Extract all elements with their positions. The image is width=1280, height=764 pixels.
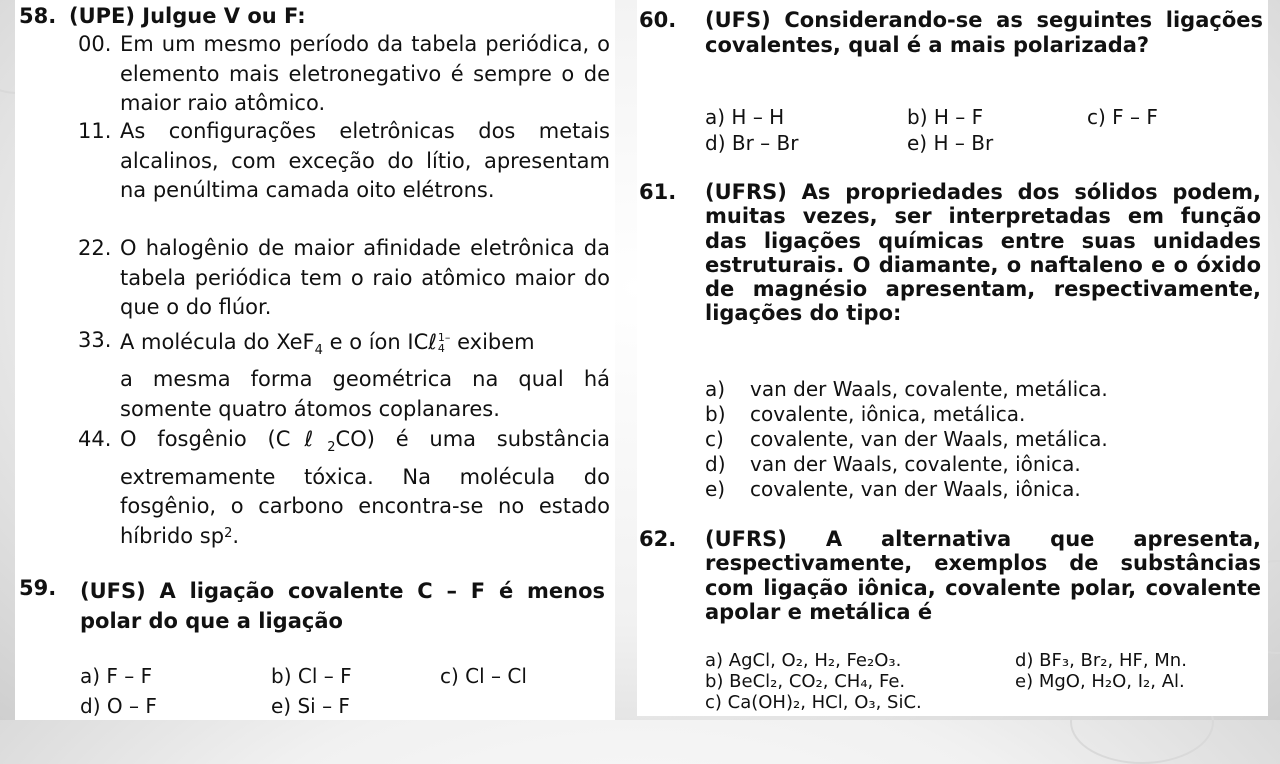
statement-text: O halogênio de maior afinidade eletrônica da tabela periódica tem o raio atômico maior do que o do flúor. <box>120 236 610 319</box>
option-61-c[interactable]: c) covalente, van der Waals, metálica. <box>705 427 1108 451</box>
statement-text: O fosgênio (Cℓ$_2$CO) é uma substância extremamente tóxica. Na molécula do fosgênio, o carbono encontra-se no estado híbrido $sp^2$. <box>120 427 610 548</box>
option-61-a[interactable]: a) van der Waals, covalente, metálica. <box>705 377 1108 401</box>
option-62-a[interactable]: a) AgCl, O₂, H₂, Fe₂O₃. <box>705 650 902 671</box>
option-59-d[interactable]: d) O – F <box>80 694 157 718</box>
statement-code: 00. <box>78 32 112 56</box>
question-61-options <box>705 377 1261 502</box>
option-60-b[interactable]: b) H – F <box>907 105 984 129</box>
option-59-b[interactable]: b) Cl – F <box>271 664 352 688</box>
statement-code: 44. <box>78 427 112 451</box>
statement-code: 33. <box>78 328 112 352</box>
statement-text: As configurações eletrônicas dos metais alcalinos, com exceção do lítio, apresentam na penúltima camada oito elétrons. <box>120 119 610 202</box>
statement-text: a mesma forma geométrica na qual há somente quatro átomos coplanares. <box>120 367 610 421</box>
option-62-b[interactable]: b) BeCl₂, CO₂, CH₄, Fe. <box>705 671 906 692</box>
option-59-c[interactable]: c) Cl – Cl <box>440 664 527 688</box>
statement-code: 22. <box>78 236 112 260</box>
option-60-c[interactable]: c) F – F <box>1087 105 1158 129</box>
question-title: (UPE) Julgue V ou F: <box>69 4 306 28</box>
question-number: 58. <box>19 4 57 28</box>
option-59-e[interactable]: e) Si – F <box>271 694 350 718</box>
question-number: 59. <box>19 576 57 600</box>
statement-text: A molécula do XeF$_4$ e o íon ICℓ1– 4 exibem <box>120 330 535 359</box>
option-62-e[interactable]: e) MgO, H₂O, I₂, Al. <box>1015 671 1185 692</box>
ion-charge-fraction: 1– 4 <box>437 331 451 355</box>
option-61-e[interactable]: e) covalente, van der Waals, iônica. <box>705 477 1081 501</box>
option-61-d[interactable]: d) van der Waals, covalente, iônica. <box>705 452 1081 476</box>
question-title: (UFS) A ligação covalente C – F é menos polar do que a ligação <box>80 579 605 633</box>
question-61-title: (UFRS) As propriedades dos sólidos podem, muitas vezes, ser interpretadas em função das ligações químicas entre suas unidades estruturais. O diamante, o naftaleno e o óxido de magnésio apresentam, respectivamente, ligações do tipo: <box>705 180 1261 326</box>
option-60-d[interactable]: d) Br – Br <box>705 131 799 155</box>
right-page: 60. (UFS) Considerando-se as seguintes ligações covalentes, qual é a mais polarizada? a) H – H b) H – F c) F – F d) Br – Br e) H – Br 61. (UFRS) As propriedades dos sólidos podem, muitas vezes, ser interpretadas em função das ligações químicas entre suas unidades estruturais. O diamante, o naftaleno e o óxido de magnésio apresentam, respectivamente, ligações do tipo: a) van der Waals, covalente, metálica. b) covalente, iônica, metálica. c) covalente, van der Waals, metálica. d) van der Waals, covalente, iônica. e) covalente, van der Waals, iônica. 62. (UFRS) A alternativa que apresenta, respectivamente, exemplos de substâncias com ligação iônica, covalente polar, covalente apolar e metálica é a) AgCl, O₂, H₂, Fe₂O₃. b) BeCl₂, CO₂, CH₄, Fe. c) Ca(OH)₂, HCl, O₃, SiC. d) BF₃, Br₂, HF, Mn. e) MgO, H₂O, I₂, Al. <box>637 0 1268 716</box>
question-title: (UFS) Considerando-se as seguintes ligações covalentes, qual é a mais polarizada? <box>705 8 1263 57</box>
option-60-a[interactable]: a) H – H <box>705 105 785 129</box>
option-60-e[interactable]: e) H – Br <box>907 131 994 155</box>
left-page <box>15 0 615 720</box>
option-59-a[interactable]: a) F – F <box>80 664 153 688</box>
option-61-b[interactable]: b) covalente, iônica, metálica. <box>705 402 1026 426</box>
question-number: 60. <box>639 8 677 32</box>
statement-code: 11. <box>78 119 112 143</box>
question-62-title: (UFRS) A alternativa que apresenta, respectivamente, exemplos de substâncias com ligação iônica, covalente polar, covalente apolar e metálica é <box>705 527 1261 624</box>
option-62-d[interactable]: d) BF₃, Br₂, HF, Mn. <box>1015 650 1187 671</box>
statement-text: Em um mesmo período da tabela periódica, o elemento mais eletronegativo é sempre o de maior raio atômico. <box>120 32 610 115</box>
option-62-c[interactable]: c) Ca(OH)₂, HCl, O₃, SiC. <box>705 692 922 713</box>
